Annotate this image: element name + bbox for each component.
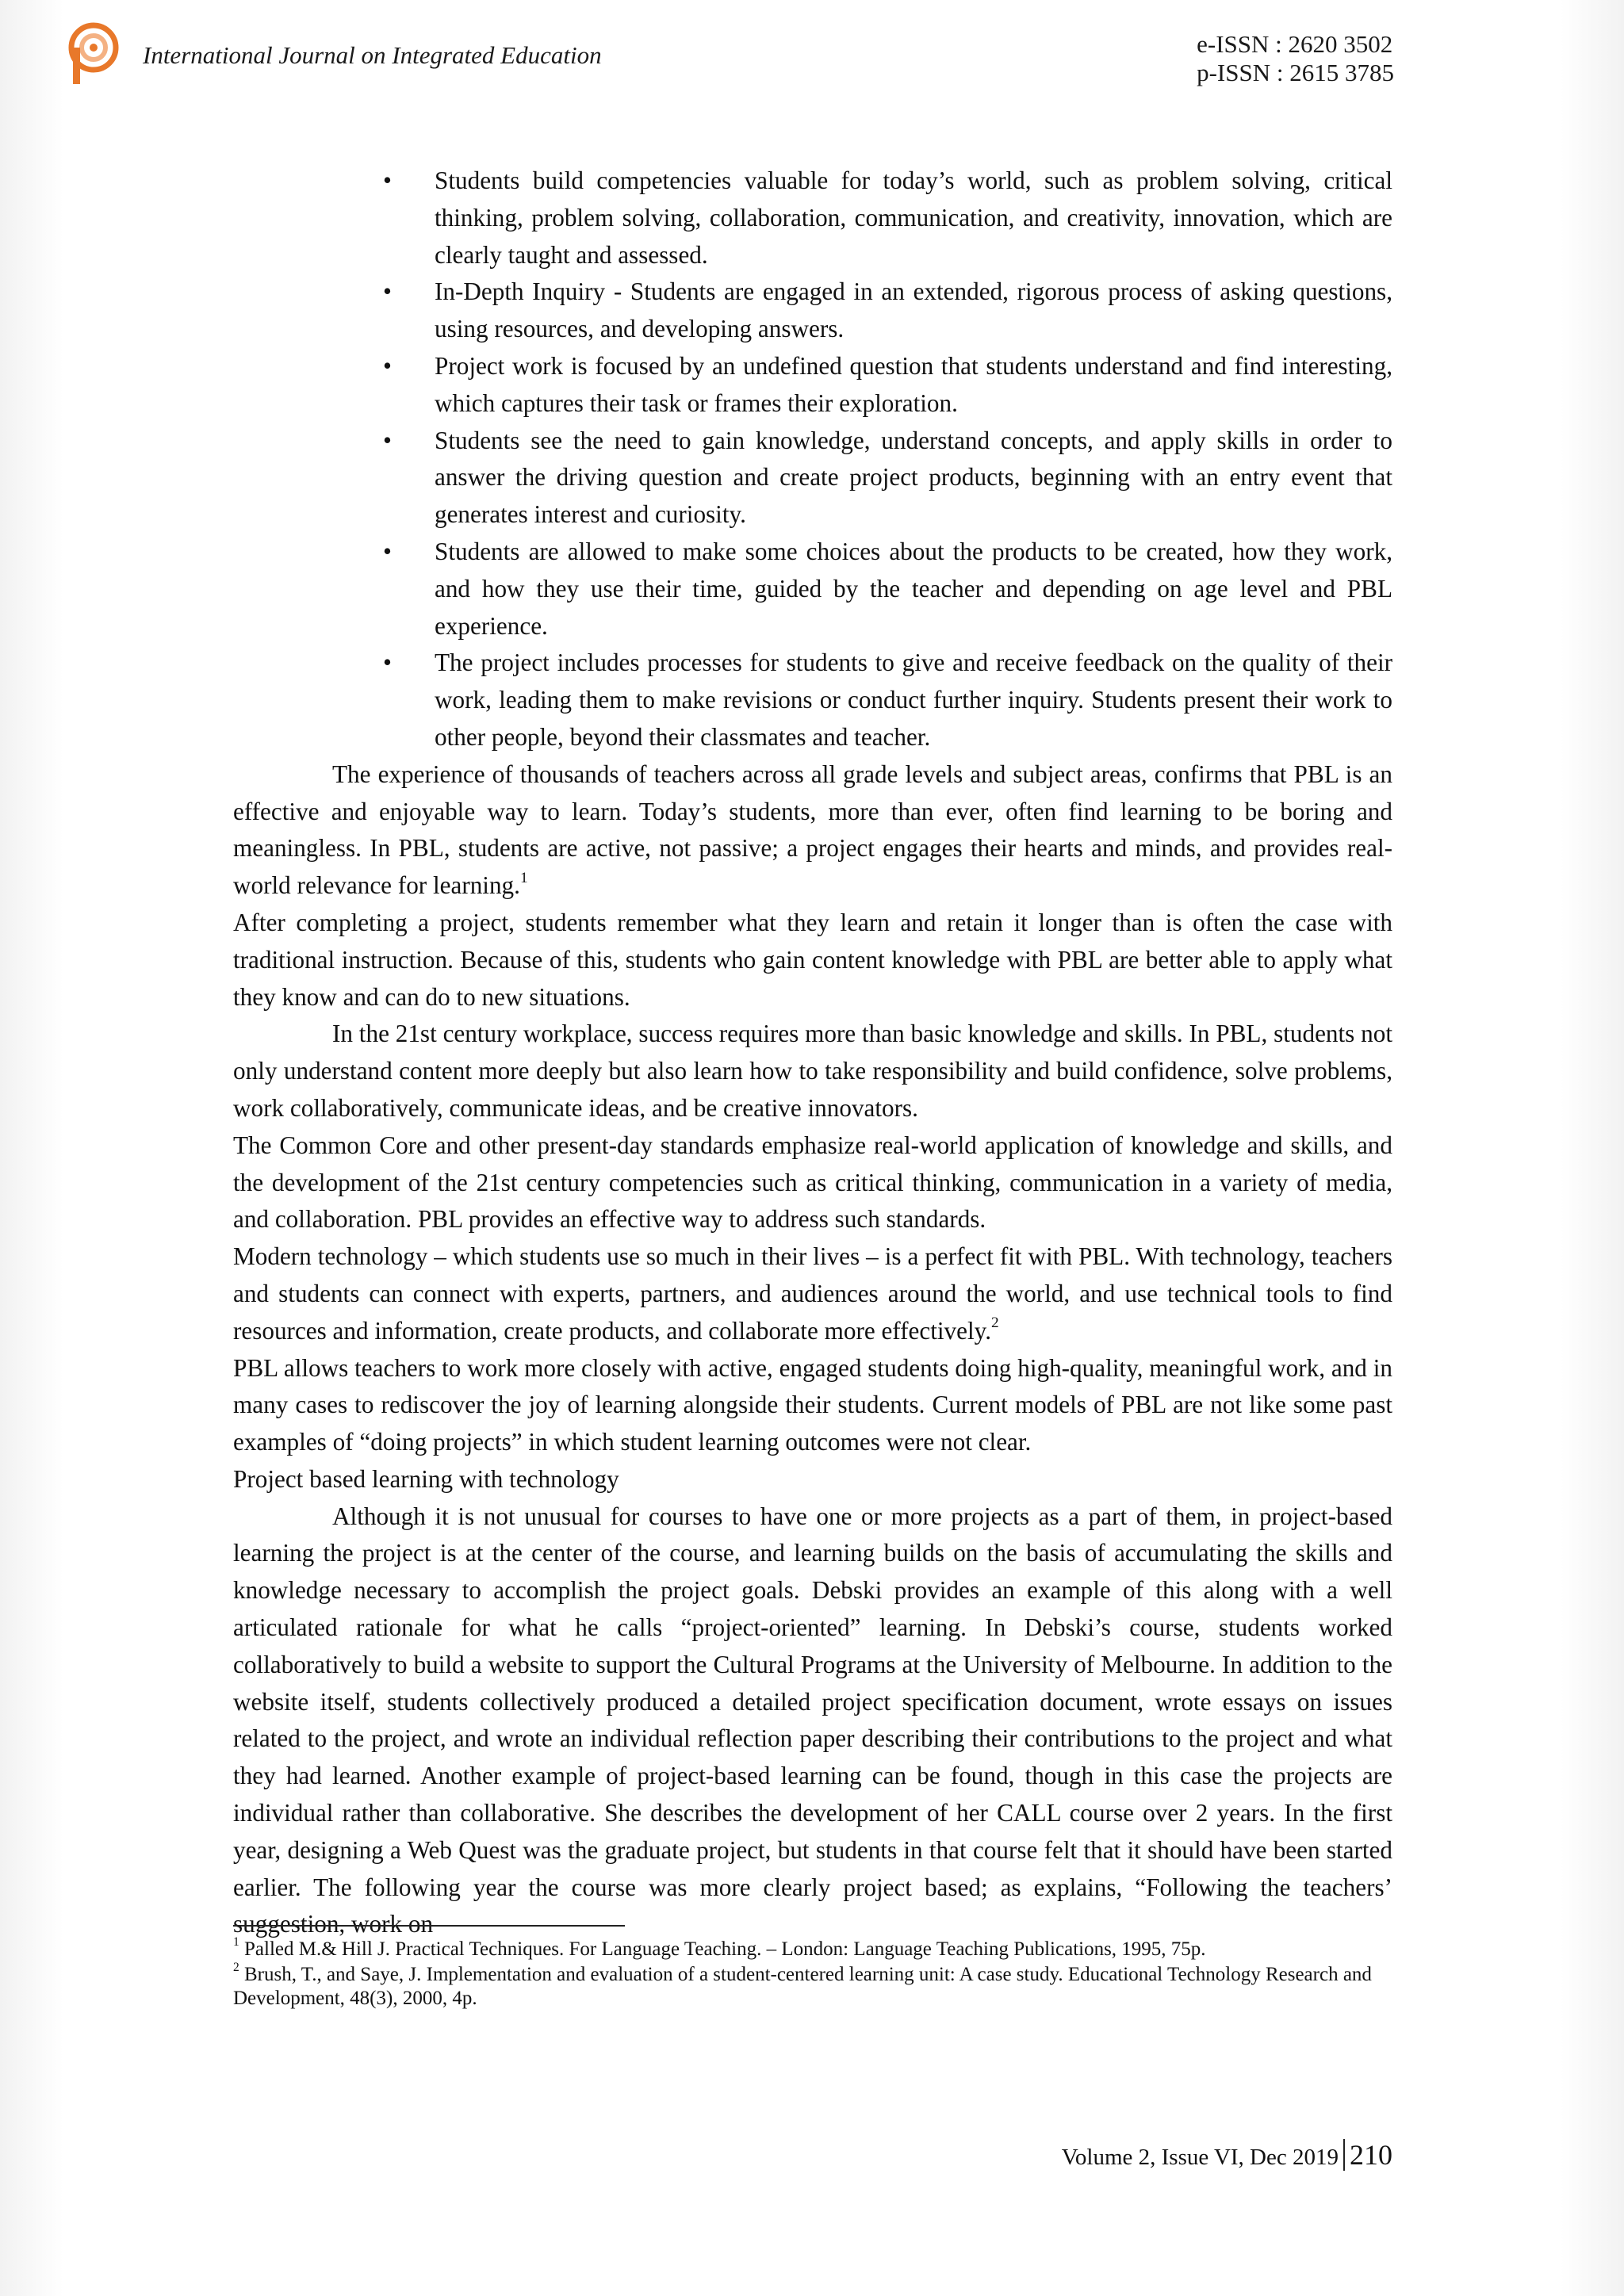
bullet-item (383, 274, 1392, 348)
bullet-text: Students see the need to gain knowledge, understand concepts, and apply skills in order to answer the driving question and create project products, beginning with an entry event that generates interest and curiosity. (435, 426, 1392, 529)
journal-title: International Journal on Integrated Education (143, 41, 602, 69)
bullet-dot-icon: • (383, 426, 392, 454)
bullet-list (233, 163, 1392, 756)
article-body (233, 163, 1392, 1943)
footnotes (233, 1935, 1392, 2012)
bullet-dot-icon: • (383, 649, 392, 677)
bullet-item (383, 534, 1392, 645)
bullet-item (383, 348, 1392, 423)
bullet-text: Project work is focused by an undefined question that students understand and find interesting, which captures their task or frames their exploration. (435, 351, 1392, 417)
paragraph-project-based-tech: Although it is not unusual for courses to have one or more projects as a part of them, in project-based learning the project is at the center of the course, and learning builds on the basis of accumulating the skills and knowledge necessary to accomplish the project goals. Debski provides an example of this along with a well articulated rationale for what he calls “project-oriented” learning. In Debski’s course, students worked collaboratively to build a website to support the Cultural Programs at the University of Melbourne. In addition to the website itself, students collectively produced a detailed project specification document, wrote essays on issues related to the project, and wrote an individual reflection paper describing their contributions to the project and what they had learned. Another example of project-based learning can be found, though in this case the projects are individual rather than collaborative. She describes the development of her CALL course over 2 years. In the first year, designing a Web Quest was the graduate project, but students in that course felt that it should have been started earlier. The following year the course was more clearly project based; as explains, “Following the teachers’ suggestion, work on (233, 1502, 1392, 1938)
bullet-dot-icon: • (383, 277, 392, 306)
bullet-text: In-Depth Inquiry - Students are engaged in an extended, rigorous process of asking questions, using resources, and developing answers. (435, 277, 1392, 343)
paragraph-pbl-experience: The experience of thousands of teachers across all grade levels and subject areas, confirms that PBL is an effective and enjoyable way to learn. Today’s students, more than ever, often find learning to be boring and meaningless. In PBL, students are active, not passive; a project engages their hearts and minds, and provides real-world relevance for learning.$^1$ (233, 760, 1392, 900)
page-edge-left (0, 0, 63, 2296)
bullet-item (383, 645, 1392, 756)
footnote-2: $^2$ Brush, T., and Saye, J. Implementation and evaluation of a student-centered learning unit: A case study. Educational Technology Research and Development, 48(3), 2000, 4p. (233, 1961, 1372, 2009)
volume-info: Volume 2, Issue VI, Dec 2019 (1061, 2145, 1339, 2170)
bullet-text: Students are allowed to make some choices about the products to be created, how they work, and how they use their time, guided by the teacher and depending on age level and PBL experience. (435, 537, 1392, 640)
footnote-ref-1[interactable]: 1 (519, 869, 528, 886)
footnote-ref-2[interactable]: 2 (991, 1314, 999, 1332)
journal-logo-icon (67, 22, 121, 87)
bullet-item (383, 423, 1392, 534)
bullet-text: The project includes processes for students to give and receive feedback on the quality of their work, leading them to make revisions or conduct further inquiry. Students present their work to other people, beyond their classmates and teacher. (435, 649, 1392, 751)
paragraph-common-core: The Common Core and other present-day standards emphasize real-world application of knowledge and skills, and the development of the 21st century competencies such as critical thinking, communication in a variety of media, and collaboration. PBL provides an effective way to address such standards. (233, 1131, 1392, 1234)
issn-block (1197, 30, 1394, 87)
page-number: 210 (1343, 2139, 1392, 2171)
pissn: p-ISSN : 2615 3785 (1197, 59, 1394, 86)
bullet-text: Students build competencies valuable for today’s world, such as problem solving, critical thinking, problem solving, collaboration, communication, and creativity, innovation, which are clearly taught and assessed. (435, 166, 1392, 269)
bullet-item (383, 163, 1392, 274)
page-header (0, 0, 1624, 111)
page-footer (1062, 2141, 1392, 2172)
eissn: e-ISSN : 2620 3502 (1197, 30, 1393, 58)
page-edge-right (1561, 0, 1624, 2296)
bullet-dot-icon: • (383, 537, 392, 565)
paragraph-modern-technology: Modern technology – which students use so much in their lives – is a perfect fit with PBL. With technology, teachers and students can connect with experts, partners, and audiences around the world, and use technical tools to find resources and information, create products, and collaborate more effectively.$^2$ (233, 1242, 1392, 1345)
section-heading: Project based learning with technology (233, 1464, 619, 1493)
paragraph-pbl-teachers: PBL allows teachers to work more closely with active, engaged students doing high-quality, meaningful work, and in many cases to rediscover the joy of learning alongside their students. Current models of PBL are not like some past examples of “doing projects” in which student learning outcomes were not clear. (233, 1353, 1392, 1456)
footnote-1: $^1$ Palled M.& Hill J. Practical Techniques. For Language Teaching. – London: Language Teaching Publications, 1995, 75p. (233, 1935, 1206, 1960)
paragraph-21st-century: In the 21st century workplace, success requires more than basic knowledge and skills. In PBL, students not only understand content more deeply but also learn how to take responsibility and build confidence, solve problems, work collaboratively, communicate ideas, and be creative innovators. (233, 1020, 1392, 1122)
bullet-dot-icon: • (383, 166, 392, 194)
bullet-dot-icon: • (383, 351, 392, 380)
paragraph-after-project: After completing a project, students remember what they learn and retain it longer than is often the case with traditional instruction. Because of this, students who gain content knowledge with PBL are better able to apply what they know and can do to new situations. (233, 908, 1392, 1011)
footnote-divider (233, 1925, 625, 1927)
